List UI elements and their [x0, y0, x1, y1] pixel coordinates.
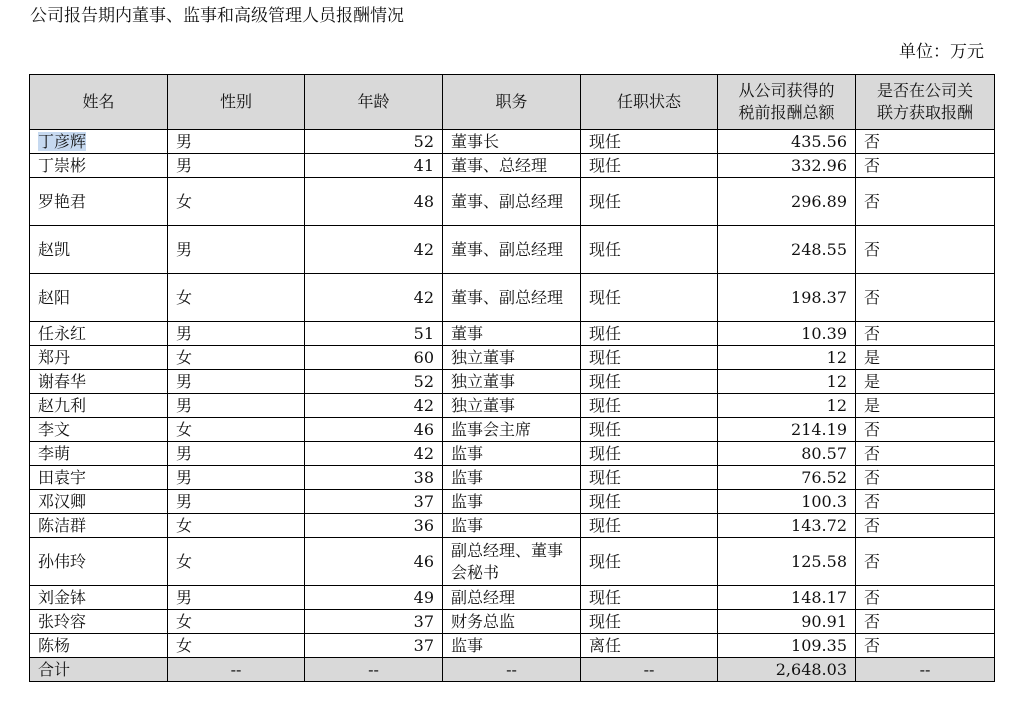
cell-position: 董事、副总经理	[443, 226, 581, 274]
cell-name: 郑丹	[30, 346, 168, 370]
total-gender: --	[168, 658, 305, 682]
table-row	[30, 130, 995, 154]
header-pay: 从公司获得的 税前报酬总额	[718, 75, 856, 130]
cell-age: 60	[305, 346, 443, 370]
table-row	[30, 490, 995, 514]
header-name: 姓名	[30, 75, 168, 130]
cell-name: 丁崇彬	[30, 154, 168, 178]
cell-name: 赵九利	[30, 394, 168, 418]
cell-age: 52	[305, 130, 443, 154]
cell-related: 否	[856, 442, 995, 466]
cell-name: 张玲容	[30, 610, 168, 634]
selected-name-text[interactable]: 丁彦辉	[38, 131, 87, 151]
cell-status: 离任	[581, 634, 718, 658]
cell-pay: 90.91	[718, 610, 856, 634]
table-row	[30, 370, 995, 394]
cell-gender: 女	[168, 634, 305, 658]
cell-status: 现任	[581, 154, 718, 178]
table-row	[30, 610, 995, 634]
table-row	[30, 274, 995, 322]
cell-related: 否	[856, 514, 995, 538]
table-row	[30, 514, 995, 538]
table-row	[30, 442, 995, 466]
cell-position: 副总经理、董事会秘书	[443, 538, 581, 586]
total-age: --	[305, 658, 443, 682]
cell-position: 独立董事	[443, 346, 581, 370]
total-status: --	[581, 658, 718, 682]
cell-gender: 男	[168, 226, 305, 274]
cell-pay: 12	[718, 346, 856, 370]
cell-position: 董事、副总经理	[443, 274, 581, 322]
cell-name: 赵凯	[30, 226, 168, 274]
cell-related: 否	[856, 490, 995, 514]
cell-pay: 125.58	[718, 538, 856, 586]
cell-related: 是	[856, 370, 995, 394]
cell-age: 42	[305, 442, 443, 466]
cell-position: 监事	[443, 514, 581, 538]
table-row	[30, 418, 995, 442]
cell-status: 现任	[581, 322, 718, 346]
cell-related: 否	[856, 130, 995, 154]
cell-position: 董事、总经理	[443, 154, 581, 178]
cell-gender: 女	[168, 274, 305, 322]
cell-name: 陈杨	[30, 634, 168, 658]
cell-gender: 女	[168, 178, 305, 226]
cell-age: 41	[305, 154, 443, 178]
cell-pay: 12	[718, 370, 856, 394]
cell-status: 现任	[581, 178, 718, 226]
table-row	[30, 586, 995, 610]
cell-gender: 男	[168, 130, 305, 154]
cell-pay: 80.57	[718, 442, 856, 466]
header-related: 是否在公司关 联方获取报酬	[856, 75, 995, 130]
cell-related: 否	[856, 322, 995, 346]
cell-status: 现任	[581, 418, 718, 442]
cell-gender: 男	[168, 370, 305, 394]
cell-position: 董事、副总经理	[443, 178, 581, 226]
unit-label: 单位：万元	[899, 42, 984, 62]
cell-position: 副总经理	[443, 586, 581, 610]
cell-pay: 109.35	[718, 634, 856, 658]
cell-gender: 女	[168, 514, 305, 538]
total-label: 合计	[30, 658, 168, 682]
cell-status: 现任	[581, 538, 718, 586]
table-row	[30, 346, 995, 370]
cell-pay: 248.55	[718, 226, 856, 274]
report-title: 公司报告期内董事、监事和高级管理人员报酬情况	[30, 6, 404, 26]
cell-name: 陈洁群	[30, 514, 168, 538]
header-status: 任职状态	[581, 75, 718, 130]
total-related: --	[856, 658, 995, 682]
cell-name: 赵阳	[30, 274, 168, 322]
cell-age: 42	[305, 274, 443, 322]
cell-age: 46	[305, 418, 443, 442]
cell-related: 是	[856, 394, 995, 418]
cell-related: 否	[856, 418, 995, 442]
cell-pay: 148.17	[718, 586, 856, 610]
cell-related: 否	[856, 154, 995, 178]
total-position: --	[443, 658, 581, 682]
cell-position: 监事	[443, 466, 581, 490]
cell-position: 监事	[443, 634, 581, 658]
cell-related: 否	[856, 226, 995, 274]
table-row	[30, 634, 995, 658]
cell-pay: 214.19	[718, 418, 856, 442]
cell-gender: 男	[168, 586, 305, 610]
cell-position: 董事	[443, 322, 581, 346]
cell-related: 否	[856, 178, 995, 226]
cell-age: 37	[305, 634, 443, 658]
cell-position: 独立董事	[443, 370, 581, 394]
cell-age: 46	[305, 538, 443, 586]
cell-gender: 男	[168, 154, 305, 178]
cell-pay: 12	[718, 394, 856, 418]
cell-position: 监事	[443, 490, 581, 514]
cell-position: 独立董事	[443, 394, 581, 418]
cell-related: 否	[856, 274, 995, 322]
cell-related: 否	[856, 586, 995, 610]
cell-name: 邓汉卿	[30, 490, 168, 514]
cell-status: 现任	[581, 514, 718, 538]
cell-name: 刘金钵	[30, 586, 168, 610]
cell-related: 否	[856, 466, 995, 490]
cell-gender: 女	[168, 346, 305, 370]
table-row	[30, 538, 995, 586]
compensation-table	[29, 74, 995, 682]
table-row	[30, 322, 995, 346]
header-gender: 性别	[168, 75, 305, 130]
cell-status: 现任	[581, 586, 718, 610]
cell-related: 否	[856, 538, 995, 586]
cell-position: 董事长	[443, 130, 581, 154]
cell-related: 否	[856, 634, 995, 658]
cell-status: 现任	[581, 442, 718, 466]
cell-age: 36	[305, 514, 443, 538]
table-row	[30, 394, 995, 418]
cell-name: 罗艳君	[30, 178, 168, 226]
cell-age: 51	[305, 322, 443, 346]
cell-position: 监事	[443, 442, 581, 466]
header-row	[30, 75, 995, 130]
cell-name: 孙伟玲	[30, 538, 168, 586]
cell-status: 现任	[581, 370, 718, 394]
cell-pay: 435.56	[718, 130, 856, 154]
cell-gender: 女	[168, 418, 305, 442]
cell-age: 37	[305, 490, 443, 514]
cell-age: 42	[305, 226, 443, 274]
cell-position: 财务总监	[443, 610, 581, 634]
cell-name: 李文	[30, 418, 168, 442]
cell-pay: 143.72	[718, 514, 856, 538]
cell-pay: 332.96	[718, 154, 856, 178]
cell-position: 监事会主席	[443, 418, 581, 442]
cell-status: 现任	[581, 274, 718, 322]
cell-gender: 女	[168, 538, 305, 586]
cell-gender: 男	[168, 394, 305, 418]
cell-name: 田袁宇	[30, 466, 168, 490]
total-row	[30, 658, 995, 682]
table-row	[30, 466, 995, 490]
cell-age: 37	[305, 610, 443, 634]
cell-status: 现任	[581, 346, 718, 370]
cell-pay: 198.37	[718, 274, 856, 322]
cell-pay: 296.89	[718, 178, 856, 226]
table-row	[30, 154, 995, 178]
table-row	[30, 178, 995, 226]
cell-name: 谢春华	[30, 370, 168, 394]
cell-status: 现任	[581, 394, 718, 418]
cell-pay: 10.39	[718, 322, 856, 346]
table-row	[30, 226, 995, 274]
cell-gender: 男	[168, 322, 305, 346]
cell-status: 现任	[581, 466, 718, 490]
cell-age: 49	[305, 586, 443, 610]
cell-gender: 男	[168, 490, 305, 514]
cell-name[interactable]	[30, 130, 168, 154]
cell-age: 42	[305, 394, 443, 418]
cell-age: 38	[305, 466, 443, 490]
cell-name: 李萌	[30, 442, 168, 466]
cell-age: 48	[305, 178, 443, 226]
cell-gender: 女	[168, 610, 305, 634]
cell-related: 否	[856, 610, 995, 634]
cell-related: 是	[856, 346, 995, 370]
total-pay: 2,648.03	[718, 658, 856, 682]
cell-age: 52	[305, 370, 443, 394]
cell-status: 现任	[581, 130, 718, 154]
header-position: 职务	[443, 75, 581, 130]
cell-gender: 男	[168, 442, 305, 466]
cell-status: 现任	[581, 226, 718, 274]
cell-pay: 76.52	[718, 466, 856, 490]
header-age: 年龄	[305, 75, 443, 130]
cell-pay: 100.3	[718, 490, 856, 514]
cell-status: 现任	[581, 490, 718, 514]
cell-status: 现任	[581, 610, 718, 634]
cell-gender: 男	[168, 466, 305, 490]
cell-name: 任永红	[30, 322, 168, 346]
